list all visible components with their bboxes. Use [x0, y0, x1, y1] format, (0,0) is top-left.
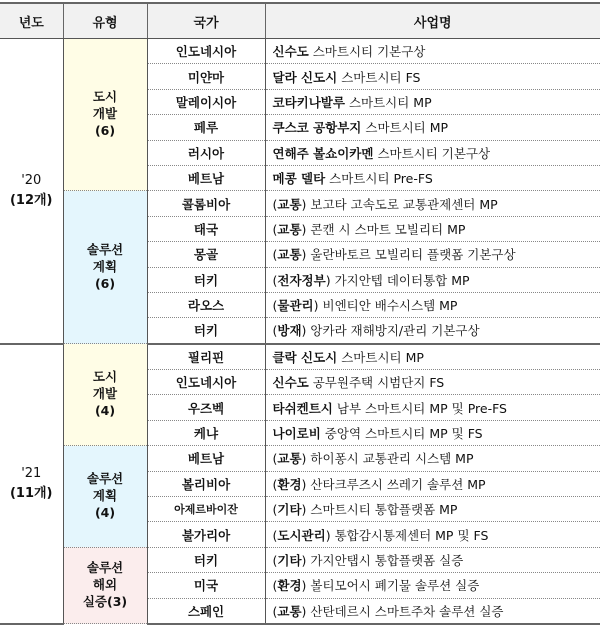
country-cell: 말레이시아 [147, 89, 265, 114]
type-label-line: (4) [94, 504, 116, 520]
project-highlight: ( 교통 ) [273, 222, 307, 237]
country-cell: 러시아 [147, 140, 265, 165]
type-label-line: 해외 [92, 577, 118, 593]
table-row [0, 344, 600, 370]
country-cell: 라오스 [147, 292, 265, 317]
project-cell [265, 370, 600, 395]
type-label-line: 계획 [92, 258, 118, 274]
country-cell: 필리핀 [147, 344, 265, 370]
table-row [0, 446, 600, 471]
country-cell: 불가리아 [147, 522, 265, 547]
year-cell [0, 39, 63, 344]
project-cell [265, 420, 600, 445]
project-cell [265, 267, 600, 292]
project-cell [265, 64, 600, 89]
type-label-line: (6) [94, 123, 116, 139]
project-cell [265, 598, 600, 624]
project-cell [265, 242, 600, 267]
project-highlight: ( 기타 ) [273, 502, 307, 517]
project-highlight: 쿠스코 공항부지 [272, 120, 362, 136]
country-cell: 베트남 [147, 446, 265, 471]
project-name: 보고타 고속도로 교통관제센터 MP [310, 196, 498, 212]
project-highlight: ( 전자정부 ) [273, 273, 331, 288]
project-name: 스마트시티 기본구상 [377, 145, 491, 161]
country-cell: 몽골 [147, 242, 265, 267]
project-cell [265, 522, 600, 547]
project-name: 비엔티안 배수시스템 MP [322, 298, 458, 314]
project-highlight: 나이로비 [272, 426, 321, 442]
type-label-line: 개발 [92, 386, 118, 402]
country-cell: 우즈벡 [147, 395, 265, 420]
project-name: 앙카라 재해방지/관리 기본구상 [310, 323, 480, 339]
country-cell: 터키 [147, 318, 265, 344]
project-name: 스마트시티 통합플랫폼 MP [310, 502, 458, 518]
project-name: 산타크루즈시 쓰레기 솔루션 MP [310, 476, 486, 492]
year-label: '21 [21, 466, 42, 482]
type-cell [63, 547, 147, 624]
project-cell [265, 497, 600, 522]
project-highlight: ( 물관리 ) [273, 298, 319, 313]
country-cell: 터키 [147, 547, 265, 572]
project-highlight: 메콩 델타 [272, 171, 326, 187]
year-cell [0, 344, 63, 624]
type-label-line: 솔루션 [86, 241, 124, 257]
header-year: 년도 [0, 3, 63, 39]
project-name: 하이퐁시 교통관리 시스템 MP [310, 451, 474, 467]
project-name: 가지안탭시 통합플랫폼 실증 [310, 553, 464, 568]
table-row [0, 191, 600, 216]
project-cell [265, 446, 600, 471]
project-cell [265, 547, 600, 572]
table-body [0, 39, 600, 624]
project-highlight: ( 도시관리 ) [273, 528, 331, 543]
type-label-line: 실증(3) [82, 594, 128, 610]
country-cell: 인도네시아 [147, 39, 265, 64]
project-cell [265, 165, 600, 190]
project-highlight: 달라 신도시 [272, 69, 338, 85]
project-name: 남부 스마트시티 MP 및 Pre-FS [336, 400, 507, 416]
project-highlight: ( 교통 ) [273, 451, 307, 466]
project-cell [265, 140, 600, 165]
year-count: (12개) [9, 192, 53, 208]
project-name: 가지안텝 데이터통합 MP [334, 272, 470, 288]
project-name: 스마트시티 MP [365, 120, 449, 136]
project-highlight: 연해주 볼쇼이카멘 [272, 145, 374, 161]
project-name: 볼티모어시 폐기물 솔루션 실증 [310, 578, 480, 594]
country-cell: 페루 [147, 115, 265, 140]
project-cell [265, 191, 600, 216]
type-label-line: 도시 [92, 369, 118, 385]
project-name: 산탄데르시 스마트주차 솔루션 실증 [310, 603, 504, 619]
project-cell [265, 573, 600, 598]
project-highlight: ( 환경 ) [273, 477, 307, 492]
header-row [0, 3, 600, 39]
country-cell: 태국 [147, 216, 265, 241]
project-cell [265, 471, 600, 496]
project-cell [265, 89, 600, 114]
project-name: 스마트시티 FS [341, 69, 421, 85]
project-cell [265, 344, 600, 370]
project-highlight: 코타키나발루 [272, 94, 345, 110]
project-highlight: ( 방재 ) [273, 323, 307, 338]
country-cell: 볼리비아 [147, 471, 265, 496]
country-cell: 인도네시아 [147, 370, 265, 395]
year-label: '20 [21, 173, 42, 189]
type-label-line: (6) [94, 275, 116, 291]
project-highlight: ( 교통 ) [273, 604, 307, 619]
project-name: 스마트시티 기본구상 [312, 44, 426, 60]
type-label-line: 도시 [92, 89, 118, 105]
country-cell: 미국 [147, 573, 265, 598]
project-name: 공무원주택 시범단지 FS [312, 375, 445, 391]
project-name: 스마트시티 MP [341, 349, 424, 365]
project-highlight: 신수도 [272, 375, 309, 391]
project-highlight: 클락 신도시 [272, 349, 338, 365]
type-label-line: 계획 [92, 488, 118, 504]
country-cell: 아제르바이잔 [147, 497, 265, 522]
country-cell: 스페인 [147, 598, 265, 624]
project-cell [265, 395, 600, 420]
type-label-line: 솔루션 [86, 471, 124, 487]
project-name: 통합감시통제센터 MP 및 FS [334, 527, 489, 543]
project-highlight: ( 교통 ) [273, 247, 307, 262]
country-cell: 베트남 [147, 165, 265, 190]
table-row [0, 39, 600, 64]
project-name: 울란바토르 모빌리티 플랫폼 기본구상 [310, 247, 516, 263]
country-cell: 터키 [147, 267, 265, 292]
project-highlight: ( 환경 ) [273, 578, 307, 593]
project-cell [265, 39, 600, 64]
country-cell: 콜롬비아 [147, 191, 265, 216]
project-cell [265, 292, 600, 317]
project-highlight: 신수도 [272, 44, 309, 60]
type-cell [63, 39, 147, 191]
table-row [0, 547, 600, 572]
type-cell [63, 344, 147, 446]
type-label-line: 솔루션 [86, 560, 124, 576]
project-highlight: ( 교통 ) [273, 197, 307, 212]
project-name: 스마트시티 Pre-FS [329, 171, 433, 187]
project-cell [265, 318, 600, 344]
header-country: 국가 [147, 3, 265, 39]
type-cell [63, 191, 147, 344]
project-highlight: ( 기타 ) [273, 553, 307, 568]
country-cell: 미얀마 [147, 64, 265, 89]
project-cell [265, 216, 600, 241]
type-label-line: 개발 [92, 106, 118, 122]
project-name: 스마트시티 MP [348, 94, 432, 110]
country-cell: 케냐 [147, 420, 265, 445]
project-name: 중앙역 스마트시티 MP 및 FS [324, 426, 483, 442]
smart-city-projects-table [0, 2, 600, 625]
year-count: (11개) [9, 485, 53, 501]
header-project: 사업명 [265, 3, 600, 39]
project-name: 콘캔 시 스마트 모빌리티 MP [310, 221, 466, 237]
type-cell [63, 446, 147, 548]
header-type: 유형 [63, 3, 147, 39]
type-label-line: (4) [94, 403, 116, 419]
project-highlight: 타쉬켄트시 [272, 400, 333, 416]
project-cell [265, 115, 600, 140]
